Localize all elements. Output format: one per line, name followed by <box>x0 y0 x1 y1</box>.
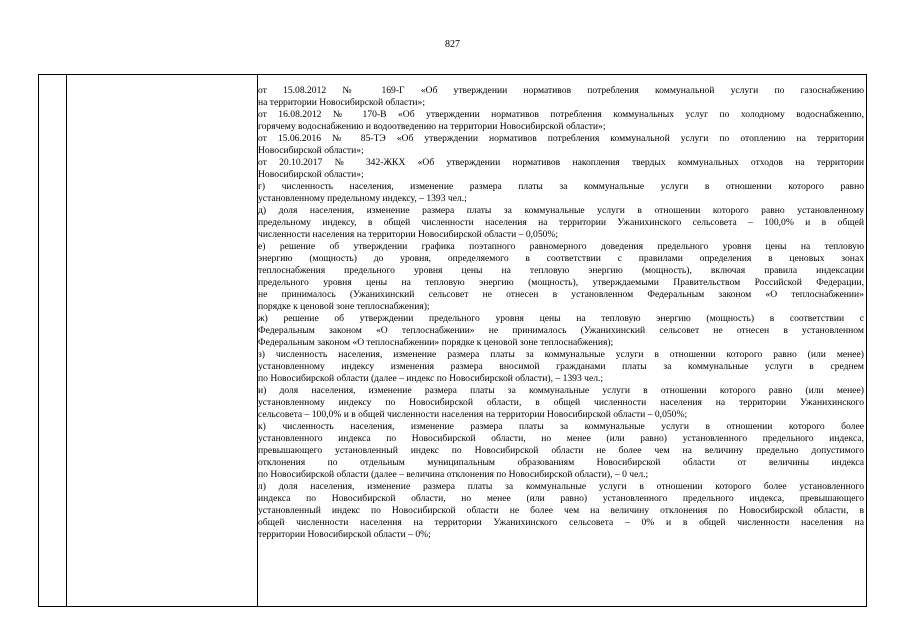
text-line: установленному предельному индексу, – 1393 чел.; <box>258 193 467 204</box>
text-line: численности населения на территории Новосибирской области – 0,050%; <box>258 229 559 240</box>
table-column-number <box>39 75 67 606</box>
text-line: от 15.08.2012 № 169-Г «Об утверждении нормативов потребления коммунальной услуги по газоснабжению <box>258 85 864 96</box>
page-number: 827 <box>445 39 460 50</box>
text-line: сельсовета – 100,0% и в общей численности населения на территории Новосибирской области – 0,050%; <box>258 409 688 420</box>
text-line: установленному индексу по Новосибирской области, в общей численности населения на территории Ужанихинского <box>258 397 864 408</box>
text-line: з) численность населения, изменение размера платы за коммунальные услуги в отношении которого равно (или менее) <box>258 349 864 360</box>
table-column-name <box>66 75 258 606</box>
text-line: Федеральным законом «О теплоснабжении» не принималось (Ужанихинский сельсовет не отнесен в установленном <box>258 325 864 336</box>
text-line: установленного индекса по Новосибирской области, но менее (или равно) установленного предельного индекса, <box>258 433 864 444</box>
text-line: территории Новосибирской области – 0%; <box>258 529 431 540</box>
text-line: установленному индексу изменения размера вносимой гражданами платы за коммунальные услуги в среднем <box>258 361 864 372</box>
document-table <box>38 74 867 607</box>
text-line: не принималось (Ужанихинский сельсовет не отнесен в установленном Федеральным законом «О теплоснабжении» <box>258 289 864 300</box>
text-line: теплоснабжения предельного уровня цены на тепловую энергию (мощность), включая правила индексации <box>258 265 864 276</box>
text-line: к) численность населения, изменение размера платы за коммунальные услуги в отношении которого более <box>258 421 864 432</box>
text-line: по Новосибирской области (далее – величина отклонения по Новосибирской области), – 0 чел.; <box>258 469 649 480</box>
text-line: е) решение об утверждении графика поэтапного равномерного доведения предельного уровня цены на тепловую <box>258 241 864 252</box>
table-cell-text <box>258 85 864 541</box>
text-line: общей численности населения на территории Ужанихинского сельсовета – 0% и в общей численности населения на <box>258 517 864 528</box>
text-line: ж) решение об утверждении предельного уровня цены на тепловую энергию (мощность) в соответствии с <box>258 313 864 324</box>
text-line: порядке к ценовой зоне теплоснабжения); <box>258 301 430 312</box>
text-line: установленный индекс по Новосибирской области не более чем на величину отклонения по Новосибирской области, в <box>258 505 864 516</box>
text-line: Новосибирской области»; <box>258 169 364 180</box>
text-line: индекса по Новосибирской области, но менее (или равно) установленного предельного индекса, превышающего <box>258 493 864 504</box>
text-line: горячему водоснабжению и водоотведению на территории Новосибирской области»; <box>258 121 606 132</box>
text-line: по Новосибирской области (далее – индекс по Новосибирской области), – 1393 чел.; <box>258 373 604 384</box>
text-line: предельному индексу, в общей численности населения на территории Ужанихинского сельсовета – 100,0% и в общей <box>258 217 864 228</box>
text-line: от 20.10.2017 № 342-ЖКХ «Об утверждении нормативов накопления твердых коммунальных отходов на территории <box>258 157 864 168</box>
text-line: и) доля населения, изменение размера платы за коммунальные услуги в отношении которого равно (или менее) <box>258 385 864 396</box>
text-line: на территории Новосибирской области»; <box>258 97 426 108</box>
text-line: предельного уровня цены на тепловую энергию (мощность), утверждаемыми Правительством Российской Федерации, <box>258 277 864 288</box>
text-line: г) численность населения, изменение размера платы за коммунальные услуги в отношении которого равно <box>258 181 864 192</box>
text-line: отклонения по отдельным муниципальным образованиям Новосибирской области от величины индекса <box>258 457 864 468</box>
text-line: от 16.08.2012 № 170-В «Об утверждении нормативов потребления коммунальных услуг по холодному водоснабжению, <box>258 109 864 120</box>
text-line: от 15.06.2016 № 85-ТЭ «Об утверждении нормативов потребления коммунальной услуги по отоплению на территории <box>258 133 864 144</box>
text-line: л) доля населения, изменение размера платы за коммунальные услуги в отношении которого более установленного <box>258 481 864 492</box>
text-line: энергию (мощность) до уровня, определяемого в соответствии с правилами определения в ценовых зонах <box>258 253 864 264</box>
text-line: превышающего установленный индекс по Новосибирской области не более чем на величину предельно допустимого <box>258 445 864 456</box>
text-line: Федеральным законом «О теплоснабжении» порядке к ценовой зоне теплоснабжения); <box>258 337 614 348</box>
text-line: д) доля населения, изменение размера платы за коммунальные услуги в отношении которого равно установленному <box>258 205 864 216</box>
text-line: Новосибирской области»; <box>258 145 364 156</box>
